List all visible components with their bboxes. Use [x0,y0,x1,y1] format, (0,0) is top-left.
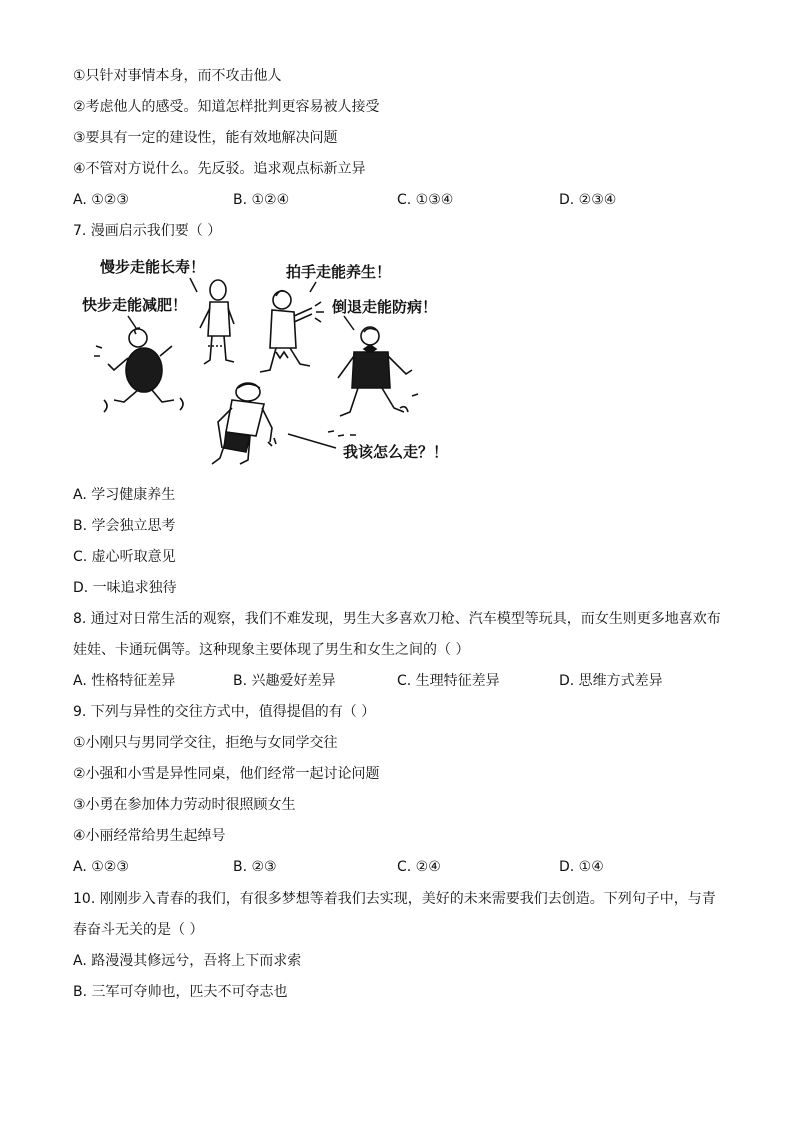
q7-option-b: B. 学会独立思考 [73,518,176,534]
q9-option-b: B. ②③ [233,859,277,875]
q6-options [73,190,733,210]
q7-option-d: D. 一味追求独待 [73,580,177,596]
q10-option-b: B. 三军可夺帅也，匹夫不可夺志也 [73,984,288,1000]
q6-item-3: ③要具有一定的建设性，能有效地解决问题 [73,130,338,146]
figure-clapping-walker [260,291,324,372]
q8-option-a: A. 性格特征差异 [73,673,176,689]
q9-options [73,857,733,877]
q6-option-b: B. ①②④ [233,192,290,208]
figure-slow-walker [200,280,234,364]
q7-option-c: C. 虚心听取意见 [73,549,176,565]
figure-fast-walker [94,328,183,412]
q8-option-d: D. 思维方式差异 [559,673,663,689]
q9-item-2: ②小强和小雪是异性同桌，他们经常一起讨论问题 [73,766,380,782]
q9-item-4: ④小丽经常给男生起绰号 [73,828,226,844]
q9-item-3: ③小勇在参加体力劳动时很照顾女生 [73,797,296,813]
caption-how-should-i-walk: 我该怎么走？！ [343,443,449,461]
figure-confused-person [212,383,276,464]
q6-item-1: ①只针对事情本身，而不攻击他人 [73,68,282,84]
q8-stem-line-1: 8. 通过对日常生活的观察，我们不难发现，男生大多喜欢刀枪、汽车模型等玩具，而女生则更多地喜欢布 [73,611,721,627]
caption-clap-walk: 拍手走能养生！ [286,263,392,281]
q9-item-1: ①小刚只与男同学交往，拒绝与女同学交往 [73,735,338,751]
q6-option-c: C. ①③④ [397,192,454,208]
q8-option-b: B. 兴趣爱好差异 [233,673,336,689]
q7-option-a: A. 学习健康养生 [73,487,176,503]
q9-option-c: C. ②④ [397,859,441,875]
q9-stem: 9. 下列与异性的交往方式中，值得提倡的有（ ） [73,704,376,720]
q6-option-d: D. ②③④ [559,192,617,208]
figure-backward-walker [338,327,418,416]
q8-option-c: C. 生理特征差异 [397,673,500,689]
caption-fast-walk: 快步走能减肥！ [82,296,188,314]
q10-stem-line-2: 春奋斗无关的是（ ） [73,922,204,938]
q9-option-a: A. ①②③ [73,859,129,875]
q8-options [73,671,733,691]
q8-stem-line-2: 娃娃、卡通玩偶等。这种现象主要体现了男生和女生之间的（ ） [73,642,470,658]
q7-stem: 7. 漫画启示我们要（ ） [73,223,222,239]
q10-option-a: A. 路漫漫其修远兮，吾将上下而求索 [73,953,302,969]
caption-slow-walk: 慢步走能长寿！ [100,258,206,276]
q6-item-4: ④不管对方说什么。先反驳。追求观点标新立异 [73,161,366,177]
q6-item-2: ②考虑他人的感受。知道怎样批判更容易被人接受 [73,99,380,115]
q9-option-d: D. ①④ [559,859,604,875]
walking-cartoon [82,252,470,477]
q6-option-a: A. ①②③ [73,192,129,208]
caption-backward-walk: 倒退走能防病！ [332,298,438,316]
q10-stem-line-1: 10. 刚刚步入青春的我们，有很多梦想等着我们去实现，美好的未来需要我们去创造。下列句子中，与青 [73,891,716,907]
